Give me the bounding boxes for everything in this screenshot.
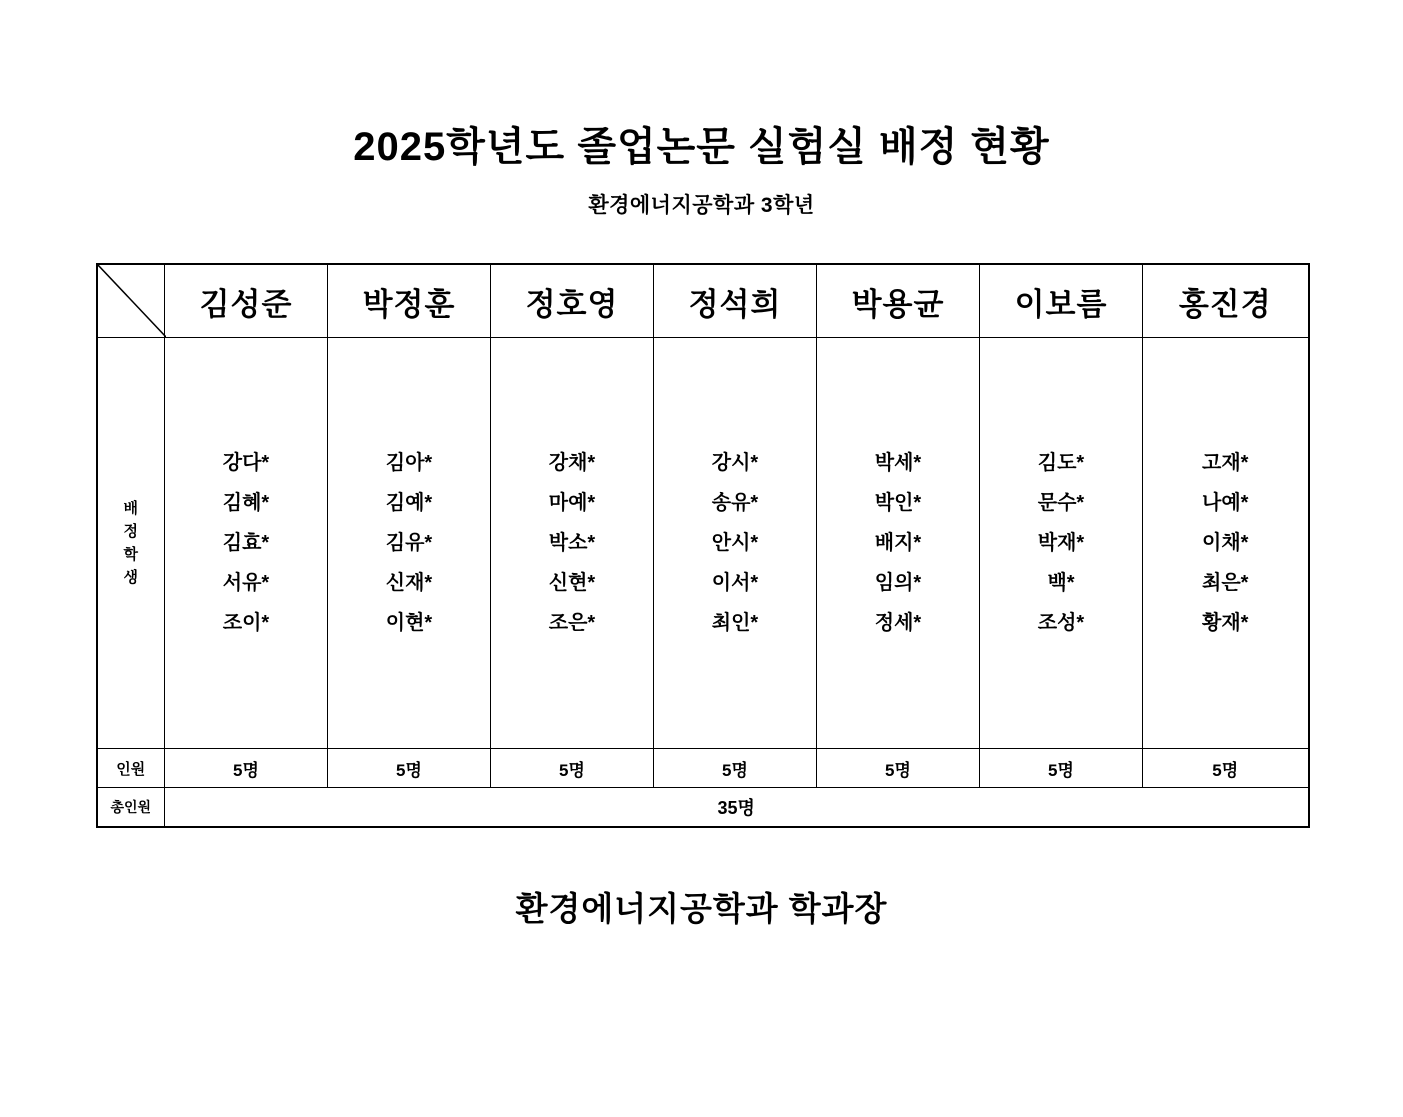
student-list-cell	[817, 338, 980, 749]
student-list-cell	[1143, 338, 1309, 749]
student-name: 최은*	[1202, 572, 1249, 594]
professor-header: 박정훈	[328, 264, 491, 338]
student-name: 김도*	[1037, 452, 1085, 474]
student-name: 김아*	[385, 452, 433, 474]
student-name: 박소*	[548, 532, 596, 554]
row-label-char: 배	[123, 499, 138, 517]
diagonal-line-icon	[98, 265, 166, 337]
student-name: 김유*	[385, 532, 433, 554]
student-name: 조은*	[548, 612, 596, 634]
allocation-table-wrapper	[96, 263, 1308, 828]
count-cell: 5명	[491, 749, 654, 788]
row-label-char: 생	[123, 569, 138, 587]
student-name: 강시*	[711, 452, 759, 474]
student-name: 이서*	[711, 572, 759, 594]
row-label-total: 총인원	[97, 788, 165, 828]
student-list-cell	[328, 338, 491, 749]
professor-header: 정호영	[491, 264, 654, 338]
student-name: 강채*	[548, 452, 596, 474]
professor-header: 박용균	[817, 264, 980, 338]
student-name: 이채*	[1202, 532, 1249, 554]
student-name: 김혜*	[222, 492, 270, 514]
student-name: 김예*	[385, 492, 433, 514]
student-name: 박인*	[874, 492, 922, 514]
count-cell: 5명	[654, 749, 817, 788]
student-name: 송유*	[711, 492, 759, 514]
document-footer: 환경에너지공학과 학과장	[515, 890, 888, 927]
student-name: 정세*	[874, 612, 922, 634]
student-name: 최인*	[711, 612, 759, 634]
row-label-char: 학	[123, 546, 138, 563]
table-row-header	[97, 264, 1309, 338]
student-name: 강다*	[222, 452, 270, 474]
count-cell: 5명	[165, 749, 328, 788]
professor-header: 이보름	[980, 264, 1143, 338]
count-cell: 5명	[980, 749, 1143, 788]
professor-header: 정석희	[654, 264, 817, 338]
count-cell: 5명	[817, 749, 980, 788]
row-label-students	[97, 338, 165, 749]
row-label-count: 인원	[97, 749, 165, 788]
document-page	[0, 125, 1403, 1117]
student-name: 나예*	[1202, 492, 1249, 514]
table-row-students	[97, 338, 1309, 749]
student-name: 서유*	[222, 572, 270, 594]
student-name: 배지*	[874, 532, 922, 554]
student-list-cell	[491, 338, 654, 749]
student-name: 조성*	[1037, 612, 1085, 634]
count-cell: 5명	[328, 749, 491, 788]
student-name: 백*	[1047, 572, 1075, 594]
student-name: 고재*	[1202, 452, 1249, 474]
student-name: 마예*	[548, 492, 596, 514]
student-name: 안시*	[711, 532, 759, 554]
student-name: 김효*	[222, 532, 270, 554]
total-value-cell: 35명	[165, 788, 1309, 828]
professor-header: 홍진경	[1143, 264, 1309, 338]
student-name: 이현*	[385, 612, 433, 634]
allocation-table	[96, 263, 1310, 828]
student-name: 신현*	[548, 572, 596, 594]
student-name: 신재*	[385, 572, 433, 594]
page-title: 2025학년도 졸업논문 실험실 배정 현황	[353, 125, 1050, 169]
student-name: 임의*	[874, 572, 922, 594]
student-list-cell	[654, 338, 817, 749]
table-row-count	[97, 749, 1309, 788]
student-list-cell	[165, 338, 328, 749]
student-name: 문수*	[1037, 492, 1085, 514]
count-cell: 5명	[1143, 749, 1309, 788]
student-name: 박세*	[874, 452, 922, 474]
professor-header: 김성준	[165, 264, 328, 338]
student-list-cell	[980, 338, 1143, 749]
student-name: 박재*	[1037, 532, 1085, 554]
student-name: 조이*	[222, 612, 270, 634]
table-row-total	[97, 788, 1309, 828]
page-subtitle: 환경에너지공학과 3학년	[588, 194, 815, 217]
student-name: 황재*	[1202, 612, 1249, 634]
row-label-char: 정	[123, 522, 138, 540]
corner-diagonal-cell	[97, 264, 165, 338]
